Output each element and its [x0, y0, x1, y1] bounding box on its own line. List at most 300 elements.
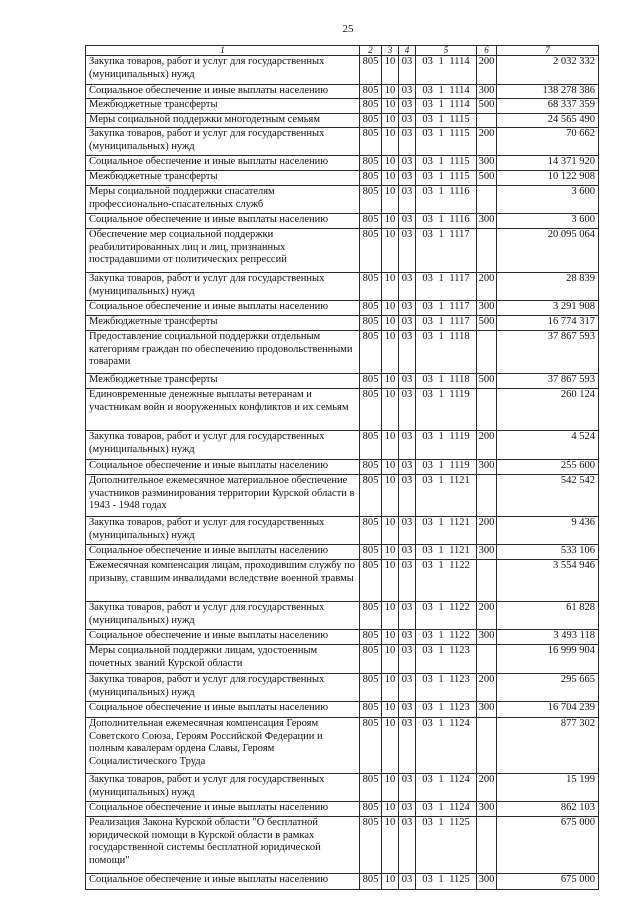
expense-type-code: 300: [477, 545, 497, 560]
expense-type-code: 200: [477, 602, 497, 630]
expense-type-code: [477, 229, 497, 273]
row-description-text: Закупка товаров, работ и услуг для государственных (муниципальных) нужд: [89, 517, 325, 541]
subsection-code: 03: [399, 128, 416, 156]
subsection-code: 03: [399, 602, 416, 630]
table-row: [86, 331, 599, 374]
subsection-code: 03: [399, 301, 416, 316]
amount: 533 106: [497, 545, 599, 560]
section-code: 10: [382, 273, 399, 301]
table-row: [86, 114, 599, 128]
target-article-code: 03 1 1122: [416, 630, 477, 645]
section-code: 10: [382, 645, 399, 674]
section-code: 10: [382, 156, 399, 171]
subsection-code: 03: [399, 560, 416, 602]
table-row: [86, 431, 599, 460]
subsection-code: 03: [399, 817, 416, 874]
expense-type-code: [477, 331, 497, 374]
subsection-code: 03: [399, 431, 416, 460]
amount: 28 839: [497, 273, 599, 301]
expense-type-code: 300: [477, 214, 497, 229]
target-article-code: 03 1 1119: [416, 389, 477, 431]
row-description-text: Межбюджетные трансферты: [89, 99, 218, 110]
row-description-text: Межбюджетные трансферты: [89, 171, 218, 182]
administrator-code: 805: [360, 774, 382, 802]
administrator-code: 805: [360, 156, 382, 171]
table-row: [86, 389, 599, 431]
amount: 862 103: [497, 802, 599, 817]
table-row: [86, 545, 599, 560]
section-code: 10: [382, 99, 399, 114]
target-article-code: 03 1 1117: [416, 273, 477, 301]
administrator-code: 805: [360, 128, 382, 156]
row-description-text: Социальное обеспечение и иные выплаты населению: [89, 630, 329, 641]
expense-type-code: 300: [477, 630, 497, 645]
subsection-code: 03: [399, 389, 416, 431]
subsection-code: 03: [399, 874, 416, 890]
table-row: [86, 229, 599, 273]
administrator-code: 805: [360, 331, 382, 374]
column-4-header: 4: [399, 46, 416, 56]
row-description: [86, 802, 360, 817]
row-description: [86, 85, 360, 99]
row-description: [86, 517, 360, 545]
table-row: [86, 517, 599, 545]
administrator-code: 805: [360, 301, 382, 316]
section-code: 10: [382, 389, 399, 431]
row-description: [86, 817, 360, 874]
administrator-code: 805: [360, 186, 382, 214]
table-row: [86, 85, 599, 99]
amount: 4 524: [497, 431, 599, 460]
expense-type-code: 200: [477, 674, 497, 702]
table-row: [86, 802, 599, 817]
column-1-header: 1: [86, 46, 360, 56]
target-article-code: 03 1 1117: [416, 301, 477, 316]
table-row: [86, 156, 599, 171]
section-code: 10: [382, 56, 399, 85]
target-article-code: 03 1 1119: [416, 460, 477, 475]
row-description-text: Социальное обеспечение и иные выплаты населению: [89, 802, 329, 813]
administrator-code: 805: [360, 645, 382, 674]
row-description: [86, 702, 360, 718]
section-code: 10: [382, 560, 399, 602]
table-row: [86, 186, 599, 214]
administrator-code: 805: [360, 702, 382, 718]
table-row: [86, 674, 599, 702]
administrator-code: 805: [360, 273, 382, 301]
subsection-code: 03: [399, 774, 416, 802]
table-row: [86, 460, 599, 475]
target-article-code: 03 1 1115: [416, 171, 477, 186]
amount: 3 554 946: [497, 560, 599, 602]
table-row: [86, 817, 599, 874]
table-header: [86, 46, 599, 56]
table-row: [86, 56, 599, 85]
row-description: [86, 560, 360, 602]
table-row: [86, 214, 599, 229]
subsection-code: 03: [399, 718, 416, 774]
table-row: [86, 316, 599, 331]
expense-type-code: 300: [477, 156, 497, 171]
row-description-text: Предоставление социальной поддержки отдельным категориям граждан по обеспечению продовольственными товарами: [89, 331, 353, 368]
administrator-code: 805: [360, 460, 382, 475]
row-description-text: Дополнительная ежемесячная компенсация Героям Советского Союза, Героям Российской Федерации и полным кавалерам ордена Славы, Героям Социалистического Труда: [89, 718, 323, 767]
expense-type-code: 300: [477, 874, 497, 890]
expense-type-code: [477, 114, 497, 128]
row-description: [86, 545, 360, 560]
column-3-header: 3: [382, 46, 399, 56]
subsection-code: 03: [399, 475, 416, 517]
subsection-code: 03: [399, 85, 416, 99]
administrator-code: 805: [360, 817, 382, 874]
expense-type-code: 500: [477, 374, 497, 389]
table-row: [86, 630, 599, 645]
section-code: 10: [382, 702, 399, 718]
amount: 10 122 908: [497, 171, 599, 186]
row-description: [86, 214, 360, 229]
amount: 877 302: [497, 718, 599, 774]
row-description: [86, 645, 360, 674]
row-description: [86, 99, 360, 114]
column-5-header: 5: [416, 46, 477, 56]
section-code: 10: [382, 431, 399, 460]
subsection-code: 03: [399, 702, 416, 718]
expense-type-code: 300: [477, 85, 497, 99]
row-description: [86, 774, 360, 802]
amount: 138 278 386: [497, 85, 599, 99]
amount: 542 542: [497, 475, 599, 517]
row-description-text: Социальное обеспечение и иные выплаты населению: [89, 85, 329, 96]
row-description-text: Единовременные денежные выплаты ветеранам и участникам войн и вооруженных конфликтов и их семьям: [89, 389, 349, 413]
budget-table: [85, 45, 599, 890]
row-description: [86, 431, 360, 460]
expense-type-code: 200: [477, 431, 497, 460]
target-article-code: 03 1 1121: [416, 545, 477, 560]
row-description: [86, 718, 360, 774]
administrator-code: 805: [360, 718, 382, 774]
target-article-code: 03 1 1124: [416, 802, 477, 817]
row-description-text: Социальное обеспечение и иные выплаты населению: [89, 214, 329, 225]
target-article-code: 03 1 1122: [416, 560, 477, 602]
administrator-code: 805: [360, 475, 382, 517]
row-description: [86, 56, 360, 85]
amount: 295 665: [497, 674, 599, 702]
amount: 61 828: [497, 602, 599, 630]
row-description: [86, 374, 360, 389]
section-code: 10: [382, 374, 399, 389]
target-article-code: 03 1 1115: [416, 114, 477, 128]
administrator-code: 805: [360, 874, 382, 890]
amount: 2 032 332: [497, 56, 599, 85]
expense-type-code: [477, 645, 497, 674]
amount: 16 774 317: [497, 316, 599, 331]
subsection-code: 03: [399, 214, 416, 229]
administrator-code: 805: [360, 56, 382, 85]
amount: 68 337 359: [497, 99, 599, 114]
section-code: 10: [382, 229, 399, 273]
row-description: [86, 156, 360, 171]
subsection-code: 03: [399, 156, 416, 171]
column-number-row: [86, 46, 599, 56]
target-article-code: 03 1 1115: [416, 156, 477, 171]
amount: 3 493 118: [497, 630, 599, 645]
table-row: [86, 874, 599, 890]
row-description-text: Социальное обеспечение и иные выплаты населению: [89, 874, 329, 885]
amount: 37 867 593: [497, 374, 599, 389]
table-row: [86, 128, 599, 156]
expense-type-code: 300: [477, 301, 497, 316]
row-description: [86, 389, 360, 431]
target-article-code: 03 1 1123: [416, 674, 477, 702]
row-description-text: Закупка товаров, работ и услуг для государственных (муниципальных) нужд: [89, 674, 325, 698]
subsection-code: 03: [399, 331, 416, 374]
amount: 9 436: [497, 517, 599, 545]
target-article-code: 03 1 1121: [416, 475, 477, 517]
section-code: 10: [382, 475, 399, 517]
target-article-code: 03 1 1118: [416, 331, 477, 374]
expense-type-code: 200: [477, 273, 497, 301]
administrator-code: 805: [360, 560, 382, 602]
subsection-code: 03: [399, 374, 416, 389]
section-code: 10: [382, 817, 399, 874]
row-description: [86, 273, 360, 301]
subsection-code: 03: [399, 645, 416, 674]
administrator-code: 805: [360, 674, 382, 702]
administrator-code: 805: [360, 630, 382, 645]
target-article-code: 03 1 1125: [416, 874, 477, 890]
page-number: 25: [342, 23, 354, 35]
row-description: [86, 460, 360, 475]
row-description-text: Ежемесячная компенсация лицам, проходившим службу по призыву, ставшим инвалидами вследствие военной травмы: [89, 560, 355, 584]
section-code: 10: [382, 460, 399, 475]
subsection-code: 03: [399, 674, 416, 702]
section-code: 10: [382, 802, 399, 817]
amount: 3 600: [497, 214, 599, 229]
row-description-text: Социальное обеспечение и иные выплаты населению: [89, 545, 329, 556]
amount: 16 704 239: [497, 702, 599, 718]
row-description-text: Меры социальной поддержки лицам, удостоенным почетных званий Курской области: [89, 645, 318, 669]
administrator-code: 805: [360, 171, 382, 186]
expense-type-code: [477, 186, 497, 214]
table-row: [86, 702, 599, 718]
administrator-code: 805: [360, 545, 382, 560]
administrator-code: 805: [360, 802, 382, 817]
amount: 675 000: [497, 874, 599, 890]
administrator-code: 805: [360, 214, 382, 229]
amount: 255 600: [497, 460, 599, 475]
administrator-code: 805: [360, 229, 382, 273]
table-row: [86, 602, 599, 630]
subsection-code: 03: [399, 273, 416, 301]
administrator-code: 805: [360, 99, 382, 114]
section-code: 10: [382, 602, 399, 630]
section-code: 10: [382, 630, 399, 645]
expense-type-code: 300: [477, 802, 497, 817]
administrator-code: 805: [360, 114, 382, 128]
target-article-code: 03 1 1121: [416, 517, 477, 545]
expense-type-code: [477, 817, 497, 874]
row-description-text: Закупка товаров, работ и услуг для государственных (муниципальных) нужд: [89, 56, 325, 80]
administrator-code: 805: [360, 85, 382, 99]
subsection-code: 03: [399, 56, 416, 85]
target-article-code: 03 1 1114: [416, 56, 477, 85]
row-description-text: Меры социальной поддержки спасателям профессионально-спасательных служб: [89, 186, 275, 210]
row-description-text: Межбюджетные трансферты: [89, 316, 218, 327]
expense-type-code: 200: [477, 56, 497, 85]
administrator-code: 805: [360, 602, 382, 630]
amount: 37 867 593: [497, 331, 599, 374]
section-code: 10: [382, 301, 399, 316]
expense-type-code: 500: [477, 316, 497, 331]
subsection-code: 03: [399, 99, 416, 114]
row-description: [86, 114, 360, 128]
row-description-text: Социальное обеспечение и иные выплаты населению: [89, 301, 329, 312]
table-row: [86, 374, 599, 389]
row-description: [86, 674, 360, 702]
target-article-code: 03 1 1118: [416, 374, 477, 389]
row-description: [86, 874, 360, 890]
amount: 24 565 490: [497, 114, 599, 128]
section-code: 10: [382, 517, 399, 545]
expense-type-code: 300: [477, 702, 497, 718]
subsection-code: 03: [399, 186, 416, 214]
row-description-text: Реализация Закона Курской области "О бесплатной юридической помощи в Курской области в рамках государственной системы бесплатной юридической помощи": [89, 817, 321, 866]
row-description-text: Закупка товаров, работ и услуг для государственных (муниципальных) нужд: [89, 602, 325, 626]
expense-type-code: [477, 560, 497, 602]
amount: 3 600: [497, 186, 599, 214]
row-description: [86, 331, 360, 374]
row-description-text: Меры социальной поддержки многодетным семьям: [89, 114, 320, 125]
amount: 260 124: [497, 389, 599, 431]
section-code: 10: [382, 331, 399, 374]
amount: 70 662: [497, 128, 599, 156]
target-article-code: 03 1 1123: [416, 702, 477, 718]
subsection-code: 03: [399, 545, 416, 560]
row-description-text: Дополнительное ежемесячное материальное обеспечение участников разминирования территории Курской области в 1943 - 1948 годах: [89, 475, 355, 512]
target-article-code: 03 1 1119: [416, 431, 477, 460]
row-description: [86, 171, 360, 186]
expense-type-code: [477, 718, 497, 774]
row-description-text: Социальное обеспечение и иные выплаты населению: [89, 156, 329, 167]
target-article-code: 03 1 1123: [416, 645, 477, 674]
section-code: 10: [382, 774, 399, 802]
target-article-code: 03 1 1114: [416, 85, 477, 99]
section-code: 10: [382, 128, 399, 156]
table-row: [86, 273, 599, 301]
section-code: 10: [382, 85, 399, 99]
amount: 3 291 908: [497, 301, 599, 316]
subsection-code: 03: [399, 630, 416, 645]
row-description-text: Закупка товаров, работ и услуг для государственных (муниципальных) нужд: [89, 774, 325, 798]
row-description: [86, 229, 360, 273]
amount: 20 095 064: [497, 229, 599, 273]
row-description: [86, 602, 360, 630]
table-row: [86, 171, 599, 186]
row-description-text: Закупка товаров, работ и услуг для государственных (муниципальных) нужд: [89, 128, 325, 152]
amount: 15 199: [497, 774, 599, 802]
subsection-code: 03: [399, 229, 416, 273]
target-article-code: 03 1 1124: [416, 718, 477, 774]
section-code: 10: [382, 545, 399, 560]
target-article-code: 03 1 1115: [416, 128, 477, 156]
section-code: 10: [382, 718, 399, 774]
row-description: [86, 301, 360, 316]
subsection-code: 03: [399, 316, 416, 331]
column-6-header: 6: [477, 46, 497, 56]
expense-type-code: 200: [477, 517, 497, 545]
target-article-code: 03 1 1124: [416, 774, 477, 802]
expense-type-code: 500: [477, 171, 497, 186]
administrator-code: 805: [360, 431, 382, 460]
row-description-text: Закупка товаров, работ и услуг для государственных (муниципальных) нужд: [89, 431, 325, 455]
administrator-code: 805: [360, 389, 382, 431]
table-row: [86, 718, 599, 774]
table-row: [86, 645, 599, 674]
row-description: [86, 128, 360, 156]
row-description: [86, 475, 360, 517]
row-description-text: Межбюджетные трансферты: [89, 374, 218, 385]
target-article-code: 03 1 1117: [416, 316, 477, 331]
table-row: [86, 301, 599, 316]
amount: 16 999 904: [497, 645, 599, 674]
column-2-header: 2: [360, 46, 382, 56]
administrator-code: 805: [360, 374, 382, 389]
row-description-text: Социальное обеспечение и иные выплаты населению: [89, 702, 329, 713]
subsection-code: 03: [399, 802, 416, 817]
target-article-code: 03 1 1117: [416, 229, 477, 273]
target-article-code: 03 1 1125: [416, 817, 477, 874]
section-code: 10: [382, 171, 399, 186]
expense-type-code: 500: [477, 99, 497, 114]
section-code: 10: [382, 186, 399, 214]
row-description: [86, 186, 360, 214]
column-7-header: 7: [497, 46, 599, 56]
target-article-code: 03 1 1116: [416, 214, 477, 229]
expense-type-code: 300: [477, 460, 497, 475]
table-row: [86, 774, 599, 802]
row-description-text: Обеспечение мер социальной поддержки реабилитированных лиц и лиц, признанных пострадавшими от политических репрессий: [89, 229, 287, 266]
row-description: [86, 316, 360, 331]
section-code: 10: [382, 874, 399, 890]
target-article-code: 03 1 1122: [416, 602, 477, 630]
subsection-code: 03: [399, 114, 416, 128]
table-row: [86, 475, 599, 517]
administrator-code: 805: [360, 316, 382, 331]
section-code: 10: [382, 674, 399, 702]
target-article-code: 03 1 1116: [416, 186, 477, 214]
table-row: [86, 99, 599, 114]
expense-type-code: [477, 475, 497, 517]
expense-type-code: 200: [477, 774, 497, 802]
target-article-code: 03 1 1114: [416, 99, 477, 114]
table-body: [86, 56, 599, 890]
amount: 14 371 920: [497, 156, 599, 171]
expense-type-code: 200: [477, 128, 497, 156]
section-code: 10: [382, 316, 399, 331]
row-description-text: Социальное обеспечение и иные выплаты населению: [89, 460, 329, 471]
expense-type-code: [477, 389, 497, 431]
subsection-code: 03: [399, 460, 416, 475]
section-code: 10: [382, 214, 399, 229]
subsection-code: 03: [399, 171, 416, 186]
administrator-code: 805: [360, 517, 382, 545]
row-description-text: Закупка товаров, работ и услуг для государственных (муниципальных) нужд: [89, 273, 325, 297]
section-code: 10: [382, 114, 399, 128]
table-row: [86, 560, 599, 602]
amount: 675 000: [497, 817, 599, 874]
subsection-code: 03: [399, 517, 416, 545]
row-description: [86, 630, 360, 645]
